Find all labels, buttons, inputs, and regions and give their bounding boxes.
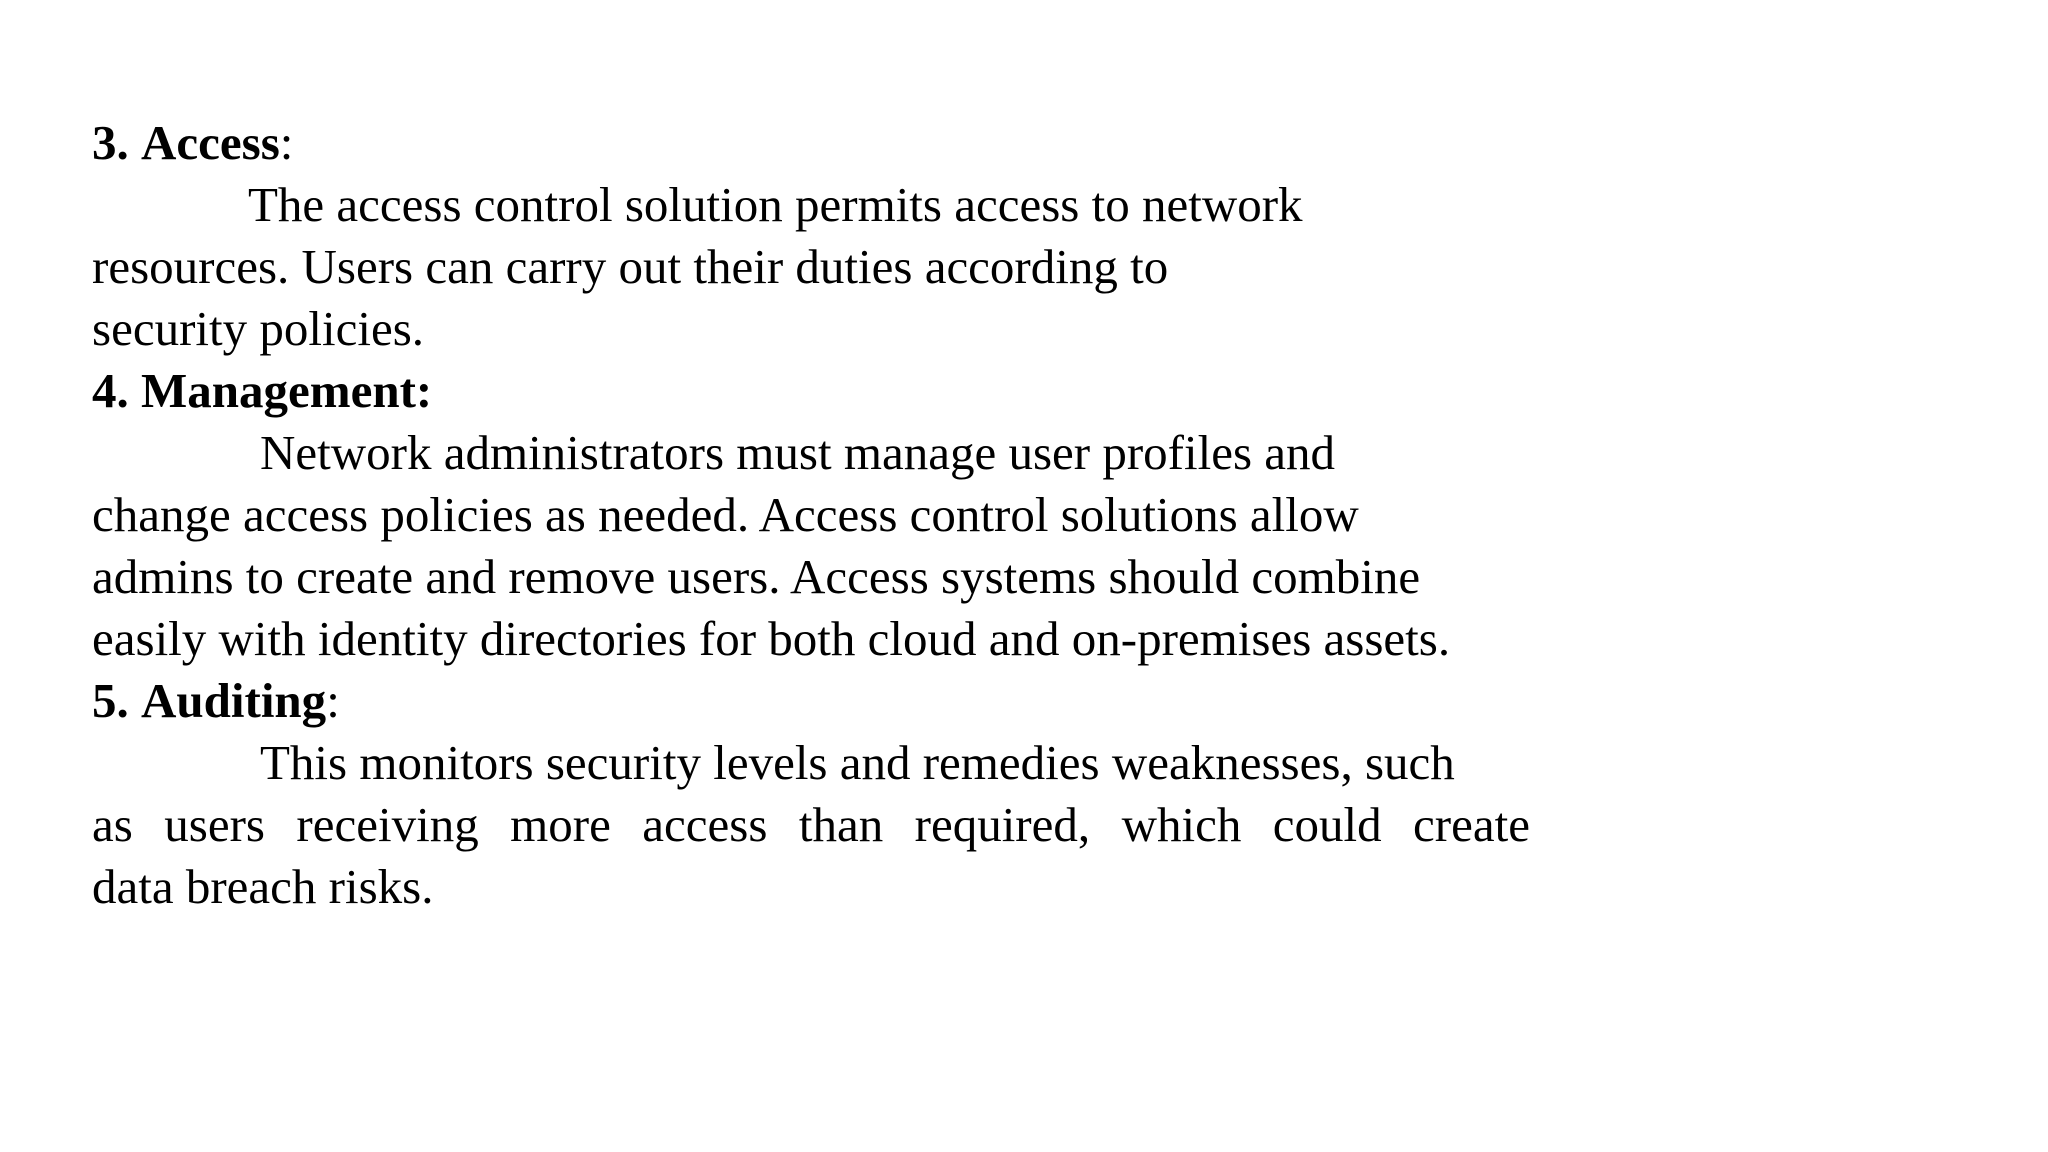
paragraph-line: easily with identity directories for both cloud and on-premises assets. — [92, 611, 1451, 666]
paragraph-line: resources. Users can carry out their duties according to — [92, 239, 1169, 294]
section-heading-access — [92, 112, 1532, 174]
section-heading-auditing — [92, 670, 1532, 732]
paragraph-line: Network administrators must manage user profiles and — [260, 425, 1336, 480]
section-heading-management — [92, 360, 1532, 422]
slide-body — [92, 112, 1532, 918]
paragraph-line: This monitors security levels and remedies weaknesses, such — [260, 735, 1455, 790]
section-colon: : — [279, 115, 294, 170]
paragraph-line: security policies. — [92, 301, 425, 356]
section-number: 5. — [92, 673, 129, 728]
paragraph-line: change access policies as needed. Access control solutions allow — [92, 487, 1359, 542]
paragraph-line: as users receiving more access than required, which could create — [92, 797, 1530, 852]
paragraph-line: admins to create and remove users. Access systems should combine — [92, 549, 1421, 604]
section-number: 4. — [92, 363, 129, 418]
paragraph-line: The access control solution permits access to network — [248, 177, 1303, 232]
section-title: Auditing — [141, 673, 327, 728]
section-title: Access — [141, 115, 280, 170]
section-number: 3. — [92, 115, 129, 170]
section-colon: : — [326, 673, 340, 728]
paragraph-line: data breach risks. — [92, 859, 434, 914]
section-title: Management: — [141, 363, 433, 418]
